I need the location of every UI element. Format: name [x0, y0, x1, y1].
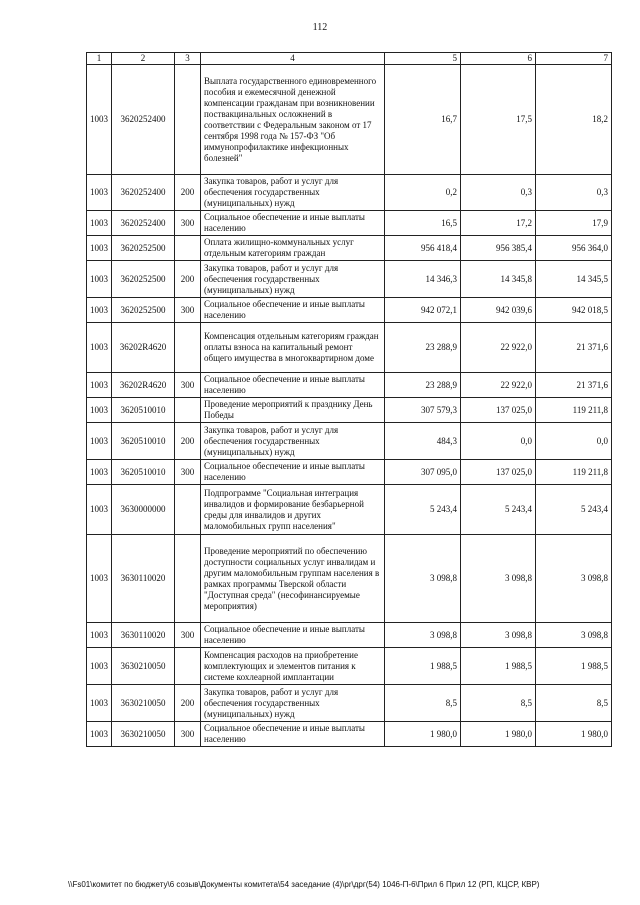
expense-type-cell: [175, 485, 201, 535]
amount-2019-cell: 3 098,8: [385, 623, 461, 648]
amount-2020-cell: 1 988,5: [461, 648, 536, 685]
expense-type-cell: 300: [175, 722, 201, 747]
description-cell: Закупка товаров, работ и услуг для обеспечения государственных (муниципальных) нужд: [201, 261, 385, 298]
expense-type-cell: 300: [175, 373, 201, 398]
amount-2020-cell: 17,5: [461, 65, 536, 175]
amount-2020-cell: 956 385,4: [461, 236, 536, 261]
table-row: [87, 485, 612, 535]
amount-2020-cell: 942 039,6: [461, 298, 536, 323]
table-row: [87, 535, 612, 623]
table-row: [87, 65, 612, 175]
table-row: [87, 211, 612, 236]
amount-2021-cell: 17,9: [536, 211, 612, 236]
description-cell: Компенсация отдельным категориям граждан оплаты взноса на капитальный ремонт общего имущества в многоквартирном доме: [201, 323, 385, 373]
amount-2019-cell: 1 988,5: [385, 648, 461, 685]
amount-2020-cell: 17,2: [461, 211, 536, 236]
target-article-cell: 3630210050: [112, 648, 175, 685]
col-header-2: 2: [112, 53, 175, 65]
expense-type-cell: [175, 323, 201, 373]
expense-type-cell: [175, 65, 201, 175]
section-cell: 1003: [87, 236, 112, 261]
expense-type-cell: [175, 535, 201, 623]
amount-2020-cell: 0,3: [461, 175, 536, 211]
amount-2021-cell: 119 211,8: [536, 460, 612, 485]
table-row: [87, 648, 612, 685]
target-article-cell: 3630210050: [112, 685, 175, 722]
col-header-7: 7: [536, 53, 612, 65]
target-article-cell: 36202R4620: [112, 373, 175, 398]
amount-2021-cell: 0,3: [536, 175, 612, 211]
amount-2021-cell: 956 364,0: [536, 236, 612, 261]
section-cell: 1003: [87, 211, 112, 236]
table-row: [87, 298, 612, 323]
description-cell: Социальное обеспечение и иные выплаты населению: [201, 298, 385, 323]
table-row: [87, 685, 612, 722]
description-cell: Проведение мероприятий по обеспечению доступности социальных услуг инвалидам и другим маломобильным группам населения в рамках программы Тверской области "Доступная среда" (несофинансируемые мероприятия): [201, 535, 385, 623]
col-header-5: 5: [385, 53, 461, 65]
table-row: [87, 623, 612, 648]
amount-2020-cell: 0,0: [461, 423, 536, 460]
description-cell: Социальное обеспечение и иные выплаты населению: [201, 623, 385, 648]
table-row: [87, 373, 612, 398]
description-cell: Закупка товаров, работ и услуг для обеспечения государственных (муниципальных) нужд: [201, 423, 385, 460]
section-cell: 1003: [87, 460, 112, 485]
section-cell: 1003: [87, 648, 112, 685]
description-cell: Социальное обеспечение и иные выплаты населению: [201, 722, 385, 747]
amount-2021-cell: 8,5: [536, 685, 612, 722]
file-path-footer: \\Fs01\комитет по бюджету\6 созыв\Документы комитета\54 заседание (4)\pr\дрг(54) 1046-П-6\Прил 6 Прил 12 (РП, КЦСР, КВР): [68, 880, 540, 889]
amount-2020-cell: 8,5: [461, 685, 536, 722]
amount-2020-cell: 137 025,0: [461, 460, 536, 485]
target-article-cell: 3620252500: [112, 261, 175, 298]
table-row: [87, 261, 612, 298]
amount-2020-cell: 3 098,8: [461, 535, 536, 623]
amount-2021-cell: 18,2: [536, 65, 612, 175]
expense-type-cell: 300: [175, 298, 201, 323]
amount-2019-cell: 23 288,9: [385, 373, 461, 398]
section-cell: 1003: [87, 485, 112, 535]
amount-2019-cell: 1 980,0: [385, 722, 461, 747]
target-article-cell: 3630210050: [112, 722, 175, 747]
description-cell: Социальное обеспечение и иные выплаты населению: [201, 211, 385, 236]
target-article-cell: 3620252400: [112, 175, 175, 211]
amount-2021-cell: 942 018,5: [536, 298, 612, 323]
section-cell: 1003: [87, 261, 112, 298]
table-row: [87, 460, 612, 485]
target-article-cell: 3620510010: [112, 460, 175, 485]
target-article-cell: 3620510010: [112, 423, 175, 460]
amount-2020-cell: 137 025,0: [461, 398, 536, 423]
table-row: [87, 323, 612, 373]
target-article-cell: 3630000000: [112, 485, 175, 535]
amount-2019-cell: 14 346,3: [385, 261, 461, 298]
amount-2019-cell: 0,2: [385, 175, 461, 211]
amount-2021-cell: 1 980,0: [536, 722, 612, 747]
target-article-cell: 3620252400: [112, 211, 175, 236]
amount-2020-cell: 22 922,0: [461, 323, 536, 373]
description-cell: Компенсация расходов на приобретение комплектующих и элементов питания к системе кохлеарной имплантации: [201, 648, 385, 685]
section-cell: 1003: [87, 373, 112, 398]
amount-2021-cell: 3 098,8: [536, 623, 612, 648]
amount-2020-cell: 14 345,8: [461, 261, 536, 298]
expense-type-cell: 300: [175, 623, 201, 648]
budget-table: [86, 52, 612, 747]
section-cell: 1003: [87, 65, 112, 175]
section-cell: 1003: [87, 722, 112, 747]
target-article-cell: 36202R4620: [112, 323, 175, 373]
amount-2021-cell: 21 371,6: [536, 323, 612, 373]
table-row: [87, 722, 612, 747]
description-cell: Проведение мероприятий к празднику День Победы: [201, 398, 385, 423]
table-row: [87, 236, 612, 261]
table-row: [87, 423, 612, 460]
header-row: [87, 53, 612, 65]
amount-2019-cell: 307 579,3: [385, 398, 461, 423]
amount-2021-cell: 21 371,6: [536, 373, 612, 398]
table-row: [87, 398, 612, 423]
section-cell: 1003: [87, 623, 112, 648]
expense-type-cell: 200: [175, 423, 201, 460]
amount-2021-cell: 0,0: [536, 423, 612, 460]
amount-2019-cell: 307 095,0: [385, 460, 461, 485]
col-header-1: 1: [87, 53, 112, 65]
amount-2019-cell: 5 243,4: [385, 485, 461, 535]
section-cell: 1003: [87, 323, 112, 373]
amount-2020-cell: 3 098,8: [461, 623, 536, 648]
table-row: [87, 175, 612, 211]
target-article-cell: 3620252400: [112, 65, 175, 175]
amount-2021-cell: 1 988,5: [536, 648, 612, 685]
amount-2021-cell: 3 098,8: [536, 535, 612, 623]
description-cell: Оплата жилищно-коммунальных услуг отдельным категориям граждан: [201, 236, 385, 261]
section-cell: 1003: [87, 685, 112, 722]
target-article-cell: 3630110020: [112, 535, 175, 623]
amount-2020-cell: 22 922,0: [461, 373, 536, 398]
expense-type-cell: [175, 648, 201, 685]
target-article-cell: 3620510010: [112, 398, 175, 423]
description-cell: Социальное обеспечение и иные выплаты населению: [201, 373, 385, 398]
section-cell: 1003: [87, 298, 112, 323]
page-number: 112: [312, 22, 328, 33]
description-cell: Закупка товаров, работ и услуг для обеспечения государственных (муниципальных) нужд: [201, 175, 385, 211]
expense-type-cell: 200: [175, 685, 201, 722]
section-cell: 1003: [87, 398, 112, 423]
amount-2019-cell: 956 418,4: [385, 236, 461, 261]
amount-2019-cell: 16,7: [385, 65, 461, 175]
amount-2020-cell: 1 980,0: [461, 722, 536, 747]
section-cell: 1003: [87, 423, 112, 460]
col-header-3: 3: [175, 53, 201, 65]
amount-2019-cell: 8,5: [385, 685, 461, 722]
expense-type-cell: 300: [175, 211, 201, 236]
expense-type-cell: 200: [175, 261, 201, 298]
amount-2019-cell: 3 098,8: [385, 535, 461, 623]
description-cell: Выплата государственного единовременного пособия и ежемесячной денежной компенсации гражданам при возникновении поствакцинальных осложнений в соответствии с Федеральным законом от 17 сентября 1998 года № 157-ФЗ "Об иммунопрофилактике инфекционных болезней": [201, 65, 385, 175]
amount-2019-cell: 16,5: [385, 211, 461, 236]
expense-type-cell: [175, 398, 201, 423]
target-article-cell: 3620252500: [112, 298, 175, 323]
col-header-6: 6: [461, 53, 536, 65]
amount-2021-cell: 119 211,8: [536, 398, 612, 423]
col-header-4: 4: [201, 53, 385, 65]
expense-type-cell: 300: [175, 460, 201, 485]
section-cell: 1003: [87, 535, 112, 623]
description-cell: Закупка товаров, работ и услуг для обеспечения государственных (муниципальных) нужд: [201, 685, 385, 722]
amount-2020-cell: 5 243,4: [461, 485, 536, 535]
amount-2019-cell: 23 288,9: [385, 323, 461, 373]
expense-type-cell: [175, 236, 201, 261]
amount-2021-cell: 5 243,4: [536, 485, 612, 535]
amount-2019-cell: 484,3: [385, 423, 461, 460]
target-article-cell: 3620252500: [112, 236, 175, 261]
target-article-cell: 3630110020: [112, 623, 175, 648]
expense-type-cell: 200: [175, 175, 201, 211]
description-cell: Социальное обеспечение и иные выплаты населению: [201, 460, 385, 485]
section-cell: 1003: [87, 175, 112, 211]
description-cell: Подпрограмме "Социальная интеграция инвалидов и формирование безбарьерной среды для инвалидов и других маломобильных групп населения": [201, 485, 385, 535]
amount-2021-cell: 14 345,5: [536, 261, 612, 298]
amount-2019-cell: 942 072,1: [385, 298, 461, 323]
